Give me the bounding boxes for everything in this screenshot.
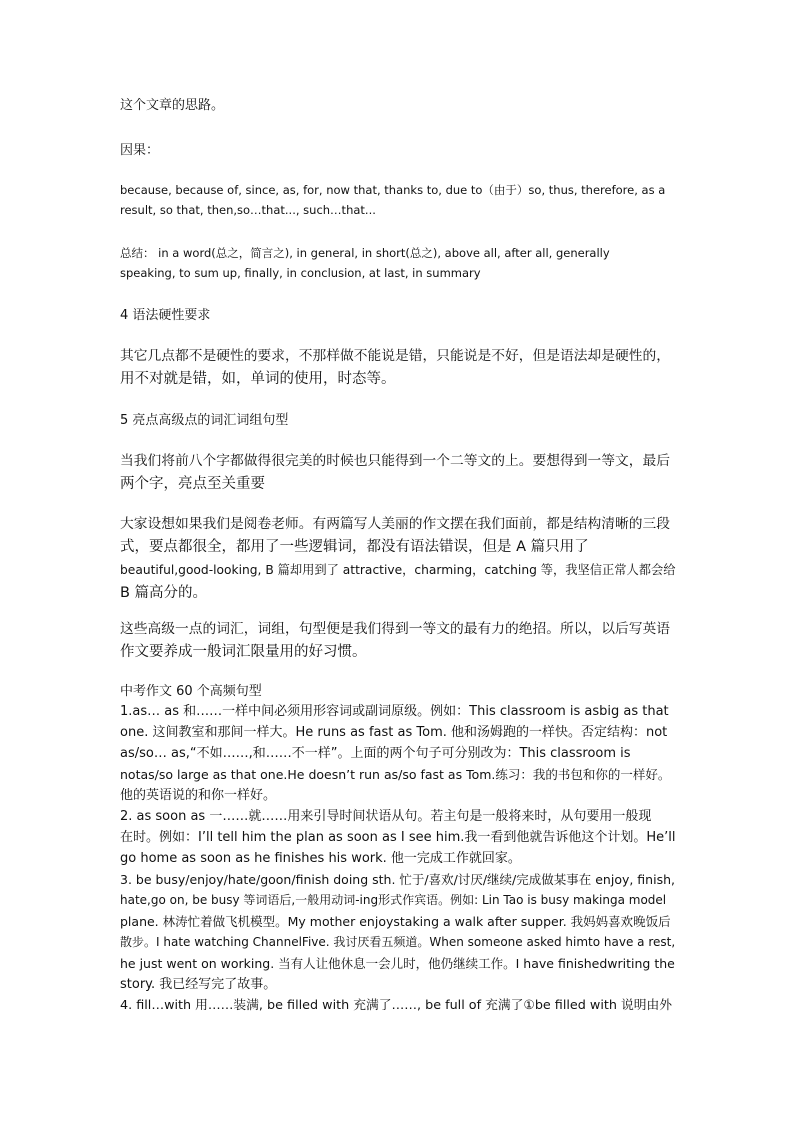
advanced-paragraph [120, 618, 676, 664]
pattern-line: one. 这间教室和那间一样大。He runs as fast as Tom. 他和汤姆跑的一样快。否定结构：not [120, 725, 668, 740]
pattern-line: notas/so large as that one.He doesn’t run as/so fast as Tom.练习：我的书包和你的一样好。 [120, 767, 671, 782]
body-line: 用不对就是错，如，单词的使用，时态等。 [120, 371, 396, 387]
body-line: 大家设想如果我们是阅卷老师。有两篇写人美丽的作文摆在我们面前，都是结构清晰的三段 [120, 516, 671, 532]
cause-word-line: result, so that, then,so…that..., such…that... [120, 203, 376, 217]
summary-word-line: speaking, to sum up, finally, in conclusion, at last, in summary [120, 266, 481, 280]
pattern-line: plane. 林涛忙着做飞机模型。My mother enjoystaking a walk after supper. 我妈妈喜欢晚饭后 [120, 914, 671, 929]
pattern-line: 散步。I hate watching ChannelFive. 我讨厌看五频道。When someone asked himto have a rest, [120, 935, 676, 949]
pattern-line: 3. be busy/enjoy/hate/goon/finish doing sth. 忙于/喜欢/讨厌/继续/完成做某事在 enjoy, finish, [120, 872, 675, 887]
patterns-list [120, 701, 676, 1016]
pattern-line: 1.as… as 和……一样中间必须用形容词或副词原级。例如：This classroom is asbig as that [120, 704, 669, 719]
body-line: 这些高级一点的词汇，词组，句型便是我们得到一等文的最有力的绝招。所以，以后写英语 [120, 621, 671, 637]
pattern-line: hate,go on, be busy 等词语后,一般用动词-ing形式作宾语。例如: Lin Tao is busy makinga model [120, 893, 667, 907]
pattern-line: 4. fill…with 用……装满, be filled with 充满了……, be full of 充满了①be filled with 说明由外 [120, 998, 673, 1013]
summary-word-line: 总结： in a word(总之，简言之), in general, in short(总之), above all, after all, generally [120, 246, 610, 260]
summary-word-list [120, 243, 676, 283]
section-4-body [120, 345, 676, 391]
pattern-line: as/so… as,“不如……,和……不一样”。上面的两个句子可分别改为：This classroom is [120, 746, 631, 761]
body-line: 作文要养成一般词汇限量用的好习惯。 [120, 644, 367, 660]
teacher-paragraph [120, 513, 676, 605]
pattern-line: 2. as soon as 一……就……用来引导时间状语从句。若主句是一般将来时，从句要用一般现 [120, 809, 652, 824]
patterns-title: 中考作文 60 个高频句型 [120, 684, 262, 699]
section-5-title: 5 亮点高级点的词汇词组句型 [120, 413, 289, 428]
section-5-body [120, 450, 676, 496]
pattern-line: 他的英语说的和你一样好。 [120, 788, 277, 803]
pattern-line: he just went on working. 当有人让他休息一会儿时，他仍继续工作。I have finishedwriting the [120, 956, 675, 971]
body-line: beautiful,good-looking, B 篇却用到了 attractive，charming，catching 等，我坚信正常人都会给 [120, 563, 676, 577]
cause-word-line: because, because of, since, as, for, now that, thanks to, due to（由于）so, thus, therefore, as a [120, 183, 666, 197]
body-line: 其它几点都不是硬性的要求，不那样做不能说是错，只能说是不好，但是语法却是硬性的， [120, 348, 671, 364]
section-4-title: 4 语法硬性要求 [120, 308, 211, 323]
pattern-line: 在时。例如：I’ll tell him the plan as soon as I see him.我一看到他就告诉他这个计划。He’ll [120, 830, 676, 845]
body-line: 两个字，亮点至关重要 [120, 476, 265, 492]
intro-line: 这个文章的思路。 [120, 98, 225, 113]
body-line: 式，要点都很全，都用了一些逻辑词，都没有语法错误，但是 A 篇只用了 [120, 539, 589, 555]
pattern-line: story. 我已经写完了故事。 [120, 977, 277, 992]
cause-word-list [120, 180, 676, 220]
body-line: B 篇高分的。 [120, 585, 208, 601]
pattern-line: go home as soon as he finishes his work. 他一完成工作就回家。 [120, 851, 521, 866]
cause-heading: 因果： [120, 143, 160, 158]
body-line: 当我们将前八个字都做得很完美的时候也只能得到一个二等文的上。要想得到一等文，最后 [120, 453, 671, 469]
